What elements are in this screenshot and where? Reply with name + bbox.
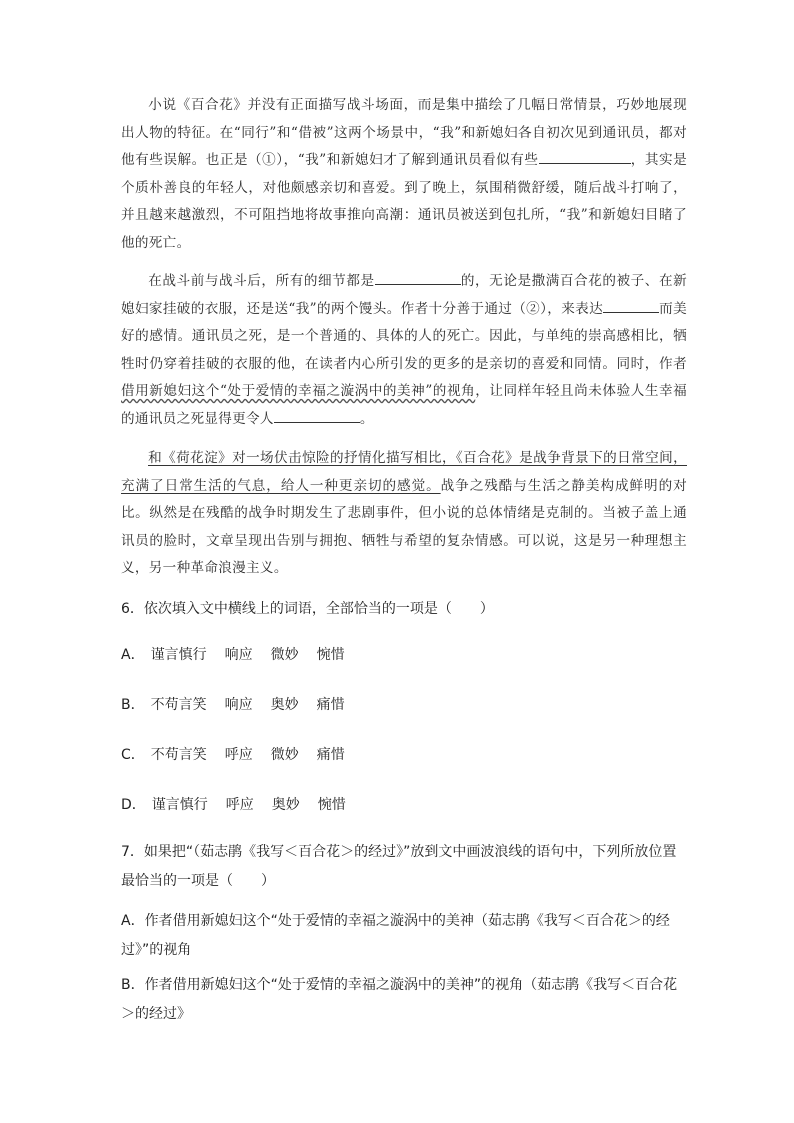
option-word: 不苟言笑 — [150, 697, 207, 713]
option-word: 不苟言笑 — [150, 747, 207, 763]
passage-text: 的，无论是撒满百合花的被子、在新媳妇家挂破的衣服，还是送“我”的两个馒头。作者十分善于通过（②），来表达 — [121, 273, 687, 317]
option-word: 微妙 — [270, 747, 299, 763]
underlined-sentence: 和《荷花淀》对一场伏击惊险的抒情化描写相比，《百合花》是战争背景下的日常空间，充满了日常生活的气息，给人一种更亲切的感觉。 — [121, 450, 687, 494]
option-label: A． — [121, 647, 145, 663]
fill-blank-4 — [274, 408, 360, 423]
option-word: 惋惜 — [316, 647, 345, 663]
passage-text: 而美好的感情。通讯员之死，是一个普通的、具体的人的死亡。因此，与单纯的崇高感相比，牺牲时仍穿着挂破的衣服的他，在读者内心所引发的更多的是亲切的喜爱和同情。同时，作者 — [121, 300, 687, 372]
option-word: 惋惜 — [317, 797, 346, 813]
passage-paragraph-3 — [121, 445, 687, 583]
passage-text: ，让同样年轻且尚未体验人生幸福的通讯员之死显得更令人 — [121, 383, 687, 427]
question-6-stem: 6．依次填入文中横线上的词语，全部恰当的一项是（ ） — [121, 601, 494, 617]
passage-text: 小说《百合花》并没有正面描写战斗场面，而是集中描绘了几幅日常情景，巧妙地展现出人物的特征。在“同行”和“借被”这两个场景中，“我”和新媳妇各自初次见到通讯员，都对他有些误解。也正是（①），“我”和新媳妇才了解到通讯员看似有些 — [121, 97, 687, 169]
fill-blank-2 — [375, 270, 461, 285]
passage-paragraph-2 — [121, 268, 687, 434]
option-word: 奥妙 — [271, 797, 300, 813]
option-label: D． — [121, 797, 146, 813]
option-word: 奥妙 — [270, 697, 299, 713]
option-word: 呼应 — [224, 747, 253, 763]
option-word: 微妙 — [270, 647, 299, 663]
question-7-option-a[interactable]: A．作者借用新媳妇这个“处于爱情的幸福之漩涡中的美神（茹志鹃《我写＜百合花＞的经过》”的视角 — [121, 913, 670, 958]
passage-text: 。 — [359, 410, 374, 427]
option-word: 呼应 — [225, 797, 254, 813]
fill-blank-1 — [539, 149, 631, 164]
option-word: 响应 — [224, 647, 253, 663]
passage-text: 在战斗前与战斗后，所有的细节都是 — [148, 273, 375, 289]
option-word: 响应 — [224, 697, 253, 713]
passage-paragraph-1 — [121, 92, 687, 258]
question-6-option-c[interactable] — [121, 744, 345, 764]
wavy-underlined-sentence: 借用新媳妇这个“处于爱情的幸福之漩涡中的美神”的视角 — [121, 383, 476, 400]
option-word: 痛惜 — [316, 747, 345, 763]
question-7-option-b[interactable]: B．作者借用新媳妇这个“处于爱情的幸福之漩涡中的美神”的视角（茹志鹃《我写＜百合花＞的经过》 — [121, 977, 678, 1022]
question-7-stem: 7．如果把“（茹志鹃《我写＜百合花＞的经过》”放到文中画波浪线的语句中，下列所放位置最恰当的一项是（ ） — [121, 844, 677, 889]
question-6-option-a[interactable] — [121, 644, 345, 664]
question-6-option-d[interactable] — [121, 794, 346, 814]
option-word: 痛惜 — [316, 697, 345, 713]
option-label: C． — [121, 747, 145, 763]
question-6-option-b[interactable] — [121, 694, 345, 714]
option-label: B． — [121, 697, 145, 713]
passage-text: 战争之残酷与生活之静美构成鲜明的对比。纵然是在残酷的战争时期发生了悲剧事件，但小说的总体情绪是克制的。当被子盖上通讯员的脸时，文章呈现出告别与拥抱、牺牲与希望的复杂情感。可以说，这是另一种理想主义，另一种革命浪漫主义。 — [121, 477, 687, 577]
option-word: 谨言慎行 — [151, 797, 208, 813]
fill-blank-3 — [603, 298, 659, 313]
passage-text: ，其实是个质朴善良的年轻人，对他颇感亲切和喜爱。到了晚上，氛围稍微舒缓，随后战斗打响了，并且越来越激烈，不可阻挡地将故事推向高潮：通讯员被送到包扎所，“我”和新媳妇目睹了他的死亡。 — [121, 152, 687, 251]
option-word: 谨言慎行 — [150, 647, 207, 663]
